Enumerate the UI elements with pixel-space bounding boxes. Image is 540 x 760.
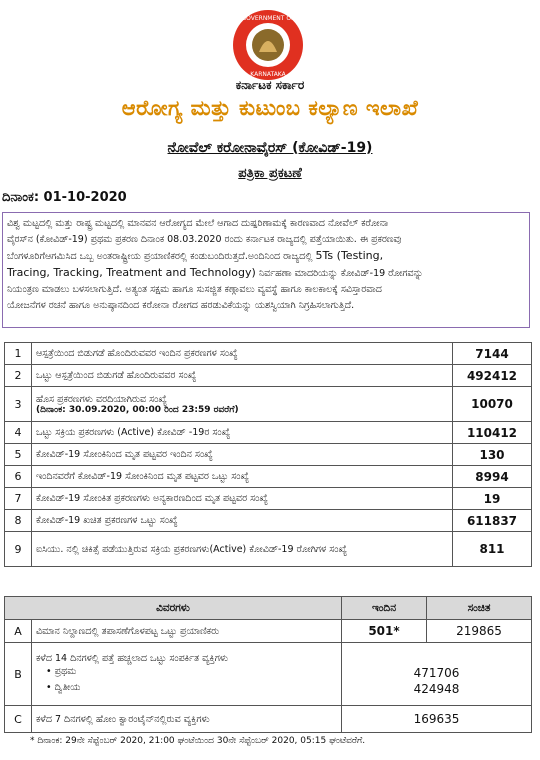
intro-line: Tracing, Tracking, Treatment and Technology) ನಿರ್ವಹಣಾ ಮಾದರಿಯನ್ನು ಕೋವಿಡ್-19 ರೋಗವನ್ನು xyxy=(7,266,424,279)
row-number: 8 xyxy=(5,510,32,532)
row-number: 7 xyxy=(5,488,32,510)
row-label: ಐಸಿಯು. ನಲ್ಲಿ ಚಿಕಿತ್ಸೆ ಪಡೆಯುತ್ತಿರುವ ಸಕ್ರಿಯ ಪ್ರಕರಣಗಳು(Active) ಕೋವಿಡ್-19 ರೋಗಿಗಳ ಸಂಖ್ಯೆ xyxy=(32,532,453,567)
table-row xyxy=(5,343,532,365)
row-number: 3 xyxy=(5,387,32,422)
row-label: ಕೋವಿಡ್-19 ಸೋಂಕಿನಿಂದ ಮೃತ ಪಟ್ಟವರ ಇಂದಿನ ಸಂಖ್ಯೆ xyxy=(32,444,453,466)
row-today-value: 501* xyxy=(342,620,427,643)
column-header-total: ಸಂಚಿತ xyxy=(427,597,532,620)
row-label: ಹೊಸ ಪ್ರಕರಣಗಳು ವರದಿಯಾಗಿರುವ ಸಂಖ್ಯೆ (ದಿನಾಂಕ: 30.09.2020, 00:00 ರಿಂದ 23:59 ರವರೆಗೆ) xyxy=(32,387,453,422)
table-row xyxy=(5,488,532,510)
seal-bottom-text: KARNATAKA xyxy=(250,71,286,78)
intro-line: ನಿಯಂತ್ರಣ ಮಾಡಲು ಬಳಸಲಾಗುತ್ತಿದೆ. ಅತ್ಯಂತ ಸಕ್ಷಮ ಹಾಗೂ ಸುಸಜ್ಜಿತ ಕಣ್ಗಾವಲು ವ್ಯವಸ್ಥೆ ಹಾಗೂ ಕಾಲಕಾಲಕ್ಕೆ ಸವಿಸ್ತಾರವಾದ xyxy=(7,284,382,295)
row-label: ಇಂದಿನವರೆಗೆ ಕೋವಿಡ್-19 ಸೋಂಕಿನಿಂದ ಮೃತ ಪಟ್ಟವರ ಒಟ್ಟು ಸಂಖ್ಯೆ xyxy=(32,466,453,488)
row-label: ಕೋವಿಡ್-19 ಸೋಂಕಿತ ಪ್ರಕರಣಗಳು ಅನ್ಯಕಾರಣದಿಂದ ಮೃತ ಪಟ್ಟವರ ಸಂಖ್ಯೆ xyxy=(32,488,453,510)
row-value: 130 xyxy=(453,444,532,466)
row-number: 5 xyxy=(5,444,32,466)
row-value: 110412 xyxy=(453,422,532,444)
row-label: ಆಸ್ಪತ್ರೆಯಿಂದ ಬಿಡುಗಡೆ ಹೊಂದಿರುವವರ ಇಂದಿನ ಪ್ರಕರಣಗಳ ಸಂಖ್ಯೆ xyxy=(32,343,453,365)
bulletin-date: ದಿನಾಂಕ: 01-10-2020 xyxy=(2,190,127,205)
footnote: * ದಿನಾಂಕ: 29ನೇ ಸೆಪ್ಟೆಂಬರ್ 2020, 21:00 ಘಂಟೆಯಿಂದ 30ನೇ ಸೆಪ್ಟೆಂಬರ್ 2020, 05:15 ಘಂಟೆವರೆಗೆ. xyxy=(30,736,366,746)
row-label: ಕಳೆದ 14 ದಿನಗಳಲ್ಲಿ ಪತ್ತೆ ಹಚ್ಚಲಾದ ಒಟ್ಟು ಸಂಪರ್ಕಿತ ವ್ಯಕ್ತಿಗಳು • ಪ್ರಥಮ • ದ್ವಿತೀಯ xyxy=(32,643,342,706)
row-number: 4 xyxy=(5,422,32,444)
row-value: 811 xyxy=(453,532,532,567)
table-row xyxy=(5,365,532,387)
table-row xyxy=(5,444,532,466)
table-row xyxy=(5,387,532,422)
row-value: 7144 xyxy=(453,343,532,365)
row-number: 1 xyxy=(5,343,32,365)
row-label: ಒಟ್ಟು ಸಕ್ರಿಯ ಪ್ರಕರಣಗಳು (Active) ಕೋವಿಡ್ -19ರ ಸಂಖ್ಯೆ xyxy=(32,422,453,444)
row-total-value: 219865 xyxy=(427,620,532,643)
table-header-row xyxy=(5,597,532,620)
intro-line: ವೈರಸ್‌ನ (ಕೋವಿಡ್-19) ಪ್ರಥಮ ಪ್ರಕರಣ ದಿನಾಂಕ 08.03.2020 ರಂದು ಕರ್ನಾಟಕ ರಾಜ್ಯದಲ್ಲಿ ಪತ್ತೆಯಾಯಿತು. ಈ ಪ್ರಕರಣವು xyxy=(7,234,402,245)
row-label: ಕೋವಿಡ್-19 ಖಚಿತ ಪ್ರಕರಣಗಳ ಒಟ್ಟು ಸಂಖ್ಯೆ xyxy=(32,510,453,532)
intro-line: ಯೋಜನೆಗಳ ರಚನೆ ಹಾಗೂ ಅನುಷ್ಠಾನದಿಂದ ಕರೋನಾ ರೋಗದ ಹರಡುವಿಕೆಯನ್ನು ಯಶಸ್ವಿಯಾಗಿ ನಿಗ್ರಹಿಸಲಾಗುತ್ತಿದೆ. xyxy=(7,300,355,311)
government-title: ಕರ್ನಾಟಕ ಸರ್ಕಾರ xyxy=(235,78,305,92)
list-item: • ಪ್ರಥಮ xyxy=(46,665,77,677)
row-number: 2 xyxy=(5,365,32,387)
details-table xyxy=(4,596,532,733)
row-value: 611837 xyxy=(453,510,532,532)
row-number: 6 xyxy=(5,466,32,488)
table-row xyxy=(5,466,532,488)
row-value: 492412 xyxy=(453,365,532,387)
table-row xyxy=(5,422,532,444)
row-value: 10070 xyxy=(453,387,532,422)
row-label: ಕಳೆದ 7 ದಿನಗಳಲ್ಲಿ ಹೋಂ ಕ್ವಾರಂಟೈನ್‌ನಲ್ಲಿರುವ ವ್ಯಕ್ತಿಗಳು xyxy=(32,706,342,733)
intro-line: ಬೆಂಗಳೂರಿಗೆಆಗಮಿಸಿದ ಒಬ್ಬ ಅಂತರಾಷ್ಟ್ರೀಯ ಪ್ರಯಾಣಿಕರಲ್ಲಿ ಕಂಡುಬಂದಿರುತ್ತದೆ.ಅಂದಿನಿಂದ ರಾಜ್ಯದಲ್ಲಿ 5Ts (Testing, xyxy=(7,249,384,262)
row-key: C xyxy=(5,706,32,733)
column-header-details: ವಿವರಗಳು xyxy=(5,597,342,620)
row-value: 169635 xyxy=(342,706,532,733)
row-label: ಒಟ್ಟು ಆಸ್ಪತ್ರೆಯಿಂದ ಬಿಡುಗಡೆ ಹೊಂದಿರುವವರ ಸಂಖ್ಯೆ xyxy=(32,365,453,387)
table-row xyxy=(5,620,532,643)
bulletin-title: ಪತ್ರಿಕಾ ಪ್ರಕಟಣೆ xyxy=(238,166,302,181)
subject-title: ನೋವೆಲ್ ಕರೋನಾವೈರಸ್ (ಕೋವಿಡ್-19) xyxy=(167,140,373,156)
seal-top-text: GOVERNMENT OF xyxy=(241,15,295,22)
list-item: • ದ್ವಿತೀಯ xyxy=(46,681,81,693)
row-values: 471706 424948 xyxy=(342,643,532,706)
table-row xyxy=(5,510,532,532)
row-number: 9 xyxy=(5,532,32,567)
column-header-today: ಇಂದಿನ xyxy=(342,597,427,620)
row-value: 8994 xyxy=(453,466,532,488)
row-value: 19 xyxy=(453,488,532,510)
table-row xyxy=(5,706,532,733)
row-key: A xyxy=(5,620,32,643)
table-row xyxy=(5,532,532,567)
intro-line: ವಿಶ್ವ ಮಟ್ಟದಲ್ಲಿ ಮತ್ತು ರಾಷ್ಟ್ರ ಮಟ್ಟದಲ್ಲಿ ಮಾನವನ ಆರೋಗ್ಯದ ಮೇಲೆ ಆಗಾದ ದುಷ್ಪರಿಣಾಮಕ್ಕೆ ಕಾರಣವಾದ ನೋವೆಲ್ ಕರೋನಾ xyxy=(7,218,389,229)
row-label: ವಿಮಾನ ನಿಲ್ದಾಣದಲ್ಲಿ ತಪಾಸಣೆಗೊಳಪಟ್ಟ ಒಟ್ಟು ಪ್ರಯಾಣಿಕರು xyxy=(32,620,342,643)
row-key: B xyxy=(5,643,32,706)
statistics-table xyxy=(4,342,532,567)
intro-paragraph xyxy=(2,212,530,328)
department-title: ಆರೋಗ್ಯ ಮತ್ತು ಕುಟುಂಬ ಕಲ್ಯಾಣ ಇಲಾಖೆ xyxy=(121,96,419,120)
table-row xyxy=(5,643,532,706)
government-seal-icon xyxy=(231,8,305,82)
